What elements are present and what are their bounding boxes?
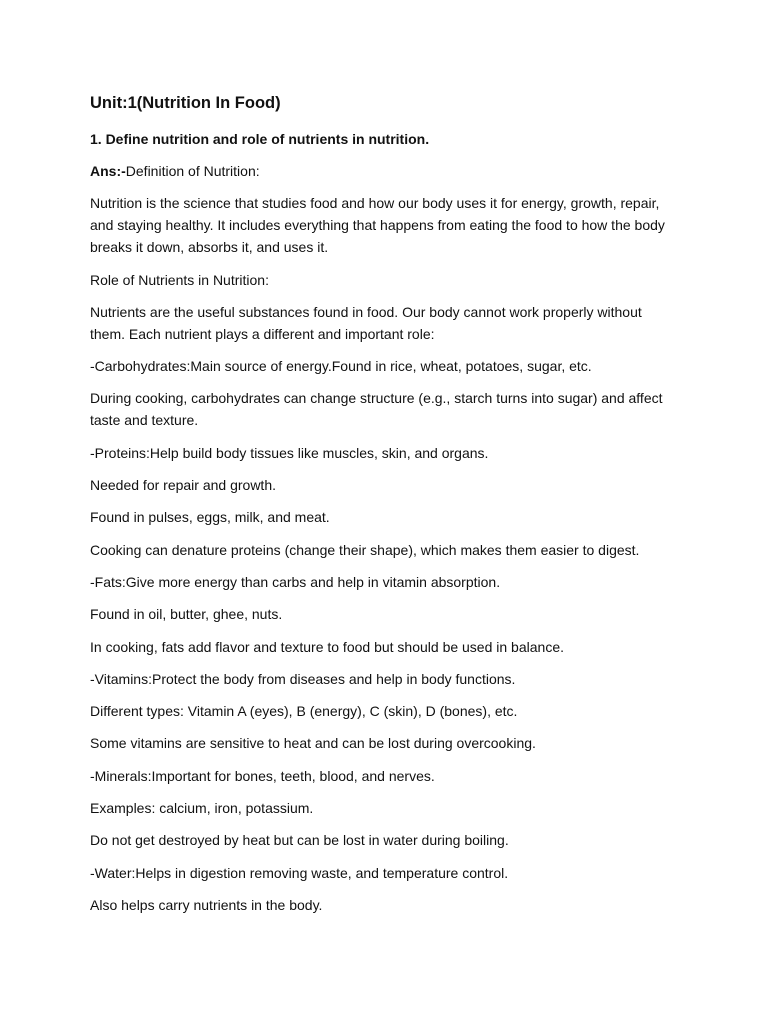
paragraph-carbohydrates: -Carbohydrates:Main source of energy.Found in rice, wheat, potatoes, sugar, etc. (90, 358, 592, 375)
paragraph-minerals: -Minerals:Important for bones, teeth, blood, and nerves. (90, 767, 435, 784)
paragraph-fats-sources: Found in oil, butter, ghee, nuts. (90, 606, 283, 623)
paragraph-proteins-sources: Found in pulses, eggs, milk, and meat. (90, 509, 330, 526)
question-heading: 1. Define nutrition and role of nutrients in nutrition. (90, 131, 430, 147)
paragraph-proteins-repair: Needed for repair and growth. (90, 477, 276, 494)
answer-line (90, 160, 680, 182)
paragraph-proteins: -Proteins:Help build body tissues like muscles, skin, and organs. (90, 444, 489, 461)
answer-prefix: Ans:- (90, 163, 126, 179)
paragraph-water: -Water:Helps in digestion removing waste, and temperature control. (90, 864, 509, 881)
paragraph-minerals-examples: Examples: calcium, iron, potassium. (90, 800, 314, 817)
paragraph-carbohydrates-cooking: During cooking, carbohydrates can change structure (e.g., starch turns into sugar) and affect taste and texture. (90, 390, 663, 429)
paragraph-vitamins-heat: Some vitamins are sensitive to heat and can be lost during overcooking. (90, 735, 536, 752)
answer-heading: Definition of Nutrition: (125, 163, 260, 179)
paragraph-fats-cooking: In cooking, fats add flavor and texture to food but should be used in balance. (90, 638, 564, 655)
page-title: Unit:1(Nutrition In Food) (90, 94, 281, 112)
paragraph-proteins-cooking: Cooking can denature proteins (change their shape), which makes them easier to digest. (90, 541, 640, 558)
paragraph-minerals-boiling: Do not get destroyed by heat but can be lost in water during boiling. (90, 832, 509, 849)
paragraph-role-heading: Role of Nutrients in Nutrition: (90, 271, 269, 288)
paragraph-nutrition-definition: Nutrition is the science that studies food and how our body uses it for energy, growth, repair, and staying healthy. It includes everything that happens from eating the food to how the body breaks it down, absorbs it, and uses it. (90, 195, 665, 256)
paragraph-nutrients-intro: Nutrients are the useful substances found in food. Our body cannot work properly without them. Each nutrient plays a different and important role: (90, 303, 642, 342)
paragraph-vitamins-types: Different types: Vitamin A (eyes), B (energy), C (skin), D (bones), etc. (90, 703, 518, 720)
paragraph-fats: -Fats:Give more energy than carbs and help in vitamin absorption. (90, 573, 501, 590)
paragraph-water-nutrients: Also helps carry nutrients in the body. (90, 896, 323, 913)
paragraph-vitamins: -Vitamins:Protect the body from diseases and help in body functions. (90, 670, 516, 687)
document-page (90, 92, 680, 926)
